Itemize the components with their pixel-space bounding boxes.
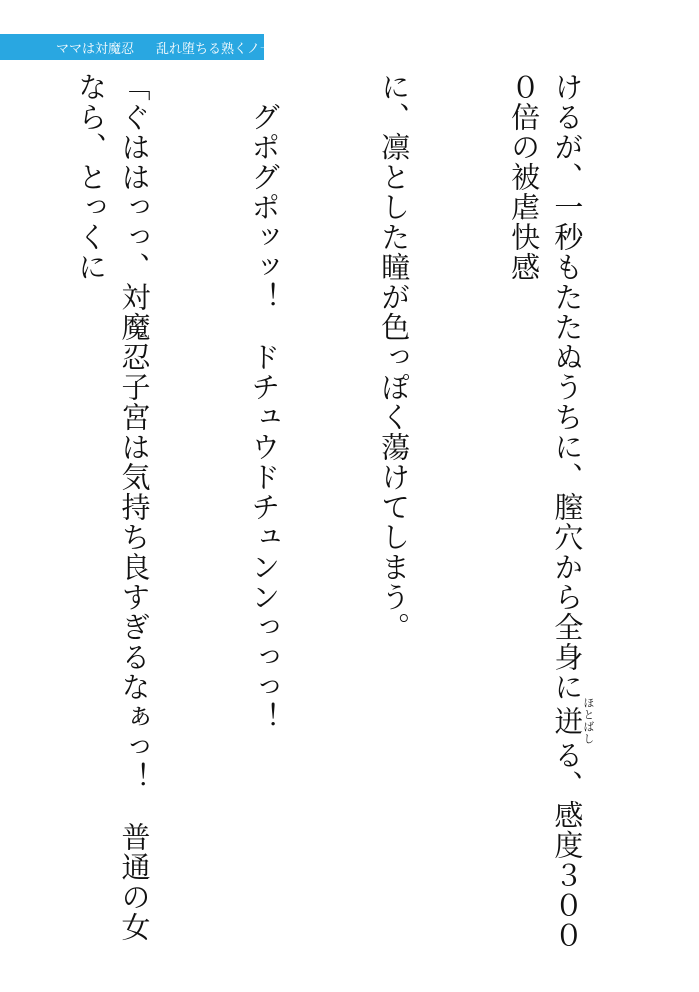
text-segment: けるが、一秒もたたぬうちに、膣穴から全身に bbox=[550, 72, 585, 702]
text-segment: る、感度３０００倍の被虐快感 bbox=[507, 72, 585, 950]
text-line bbox=[502, 72, 595, 962]
text-line: グポグポッッ！ ドチュウドチュンンっっっ！ bbox=[247, 72, 282, 732]
chapter-subtitle: 乱れ堕ちる熟くノ一 bbox=[156, 41, 274, 57]
vertical-body-text bbox=[41, 72, 681, 962]
running-header bbox=[0, 34, 274, 60]
ruby-annotation bbox=[550, 697, 595, 745]
ruby-reading: ほとばし bbox=[581, 697, 595, 745]
text-line: に、凛とした瞳が色っぽく蕩けてしまう。 bbox=[377, 72, 412, 642]
text-line: 「ぐははっっ、対魔忍子宮は気持ち良すぎるなぁっ！ 普通の女なら、とっくに bbox=[74, 72, 152, 942]
series-title: ママは対魔忍 bbox=[56, 41, 135, 57]
ruby-base: 迸 bbox=[550, 697, 585, 745]
